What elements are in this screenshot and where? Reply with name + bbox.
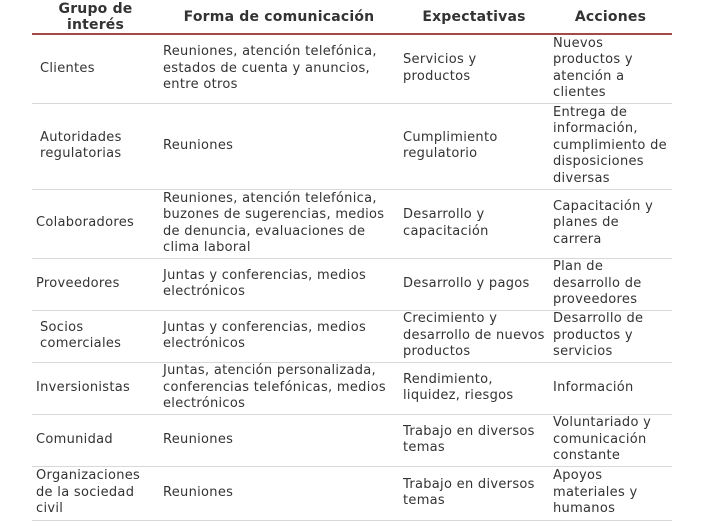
cell-grupo: Organizaciones de la sociedad civil [32, 466, 159, 520]
cell-expectativas: Crecimiento y desarrollo de nuevos productos [399, 310, 549, 362]
cell-forma: Reuniones [159, 103, 399, 189]
table-body [32, 34, 672, 520]
cell-expectativas: Servicios y productos [399, 34, 549, 103]
cell-forma: Reuniones, atención telefónica, estados de cuenta y anuncios, entre otros [159, 34, 399, 103]
cell-grupo: Comunidad [32, 414, 159, 466]
header-forma: Forma de comunicación [159, 0, 399, 34]
header-grupo: Grupo de interés [32, 0, 159, 34]
table-row [32, 466, 672, 520]
cell-expectativas: Trabajo en diversos temas [399, 466, 549, 520]
cell-forma: Juntas, atención personalizada, conferencias telefónicas, medios electrónicos [159, 362, 399, 414]
cell-acciones: Plan de desarrollo de proveedores [549, 258, 672, 310]
table-row [32, 34, 672, 103]
cell-grupo: Clientes [32, 34, 159, 103]
header-acciones: Acciones [549, 0, 672, 34]
table-row [32, 414, 672, 466]
table-row [32, 258, 672, 310]
header-expectativas: Expectativas [399, 0, 549, 34]
cell-expectativas: Desarrollo y capacitación [399, 189, 549, 258]
cell-expectativas: Cumplimiento regulatorio [399, 103, 549, 189]
cell-forma: Reuniones [159, 466, 399, 520]
cell-acciones: Entrega de información, cumplimiento de disposiciones diversas [549, 103, 672, 189]
cell-expectativas: Rendimiento, liquidez, riesgos [399, 362, 549, 414]
table-header [32, 0, 672, 34]
cell-acciones: Voluntariado y comunicación constante [549, 414, 672, 466]
table-row [32, 362, 672, 414]
cell-acciones: Apoyos materiales y humanos [549, 466, 672, 520]
table-row [32, 103, 672, 189]
cell-forma: Juntas y conferencias, medios electrónicos [159, 258, 399, 310]
cell-forma: Juntas y conferencias, medios electrónicos [159, 310, 399, 362]
cell-forma: Reuniones [159, 414, 399, 466]
cell-acciones: Capacitación y planes de carrera [549, 189, 672, 258]
header-row [32, 0, 672, 34]
cell-grupo: Proveedores [32, 258, 159, 310]
stakeholder-table [32, 0, 672, 521]
cell-expectativas: Desarrollo y pagos [399, 258, 549, 310]
cell-expectativas: Trabajo en diversos temas [399, 414, 549, 466]
table-row [32, 189, 672, 258]
cell-acciones: Desarrollo de productos y servicios [549, 310, 672, 362]
table-row [32, 310, 672, 362]
cell-grupo: Inversionistas [32, 362, 159, 414]
cell-grupo: Autoridades regulatorias [32, 103, 159, 189]
cell-acciones: Información [549, 362, 672, 414]
cell-grupo: Socios comerciales [32, 310, 159, 362]
cell-grupo: Colaboradores [32, 189, 159, 258]
cell-acciones: Nuevos productos y atención a clientes [549, 34, 672, 103]
cell-forma: Reuniones, atención telefónica, buzones de sugerencias, medios de denuncia, evaluaciones de clima laboral [159, 189, 399, 258]
